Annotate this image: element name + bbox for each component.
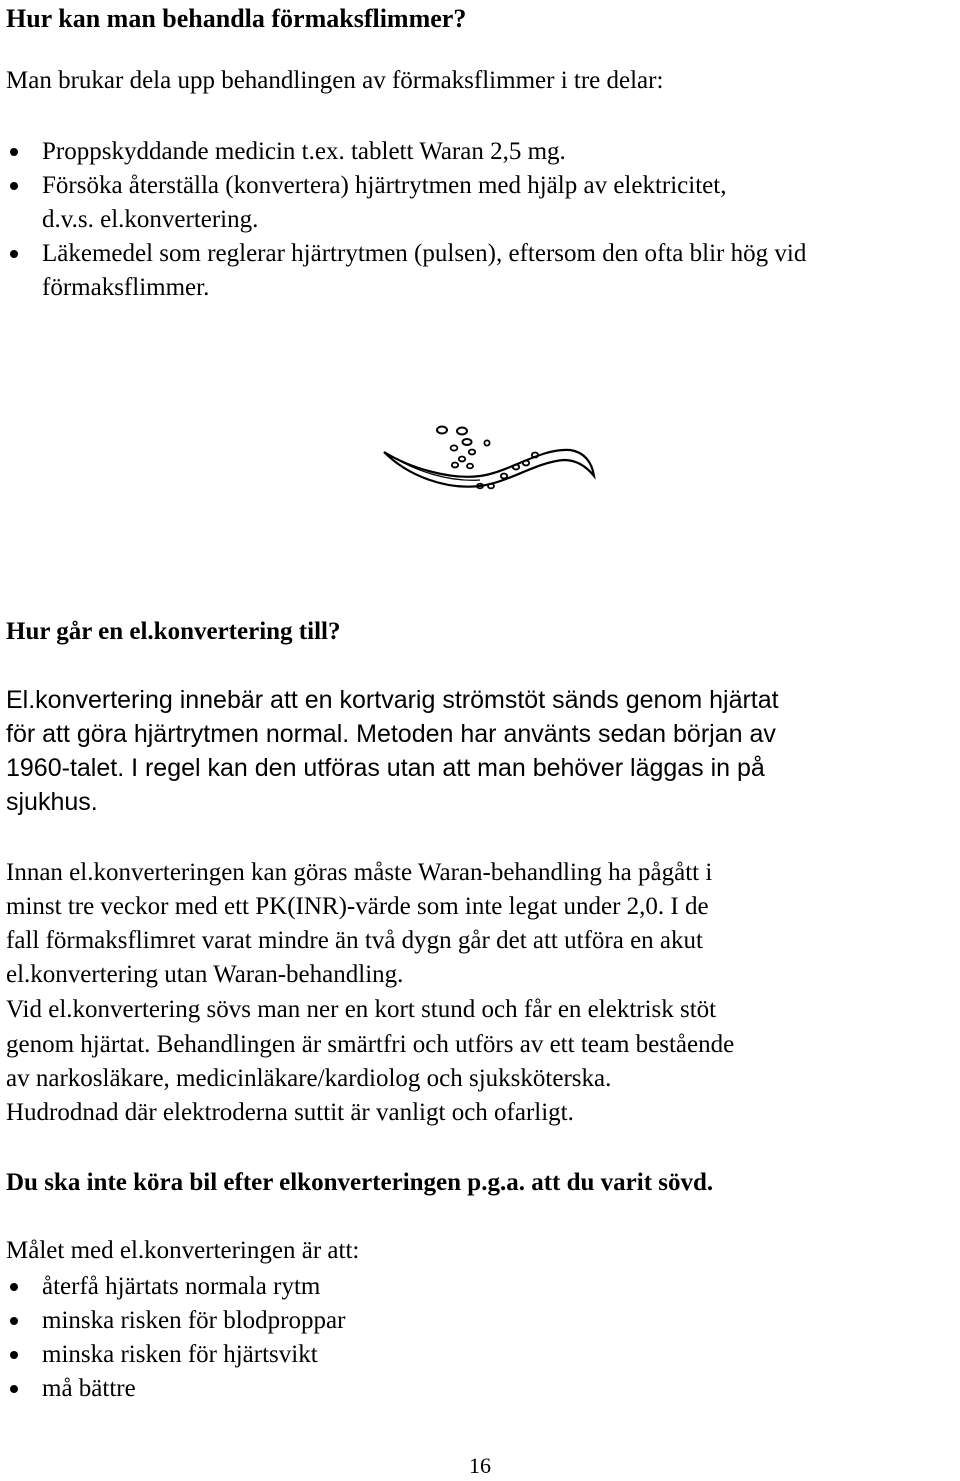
list-item-continuation: förmaksflimmer.: [42, 274, 210, 301]
heart-muscle-cells-icon: [380, 418, 598, 498]
paragraph-line: för att göra hjärtrytmen normal. Metoden har använts sedan början av: [6, 720, 776, 748]
list-item: Försöka återställa (konvertera) hjärtrytmen med hjälp av elektricitet,: [0, 169, 806, 203]
treatment-list: [0, 135, 806, 305]
body-line: Innan el.konverteringen kan göras måste Waran-behandling ha pågått i: [6, 859, 713, 886]
bullet-icon: [10, 1317, 18, 1325]
body-line: genom hjärtat. Behandlingen är smärtfri och utförs av ett team bestående: [6, 1031, 735, 1058]
body-line: el.konvertering utan Waran-behandling.: [6, 961, 404, 988]
list-item: Läkemedel som reglerar hjärtrytmen (pulsen), eftersom den ofta blir hög vid: [0, 237, 806, 271]
treatment-intro: Man brukar dela upp behandlingen av förmaksflimmer i tre delar:: [6, 67, 664, 94]
bullet-icon: [10, 250, 18, 258]
bullet-icon: [10, 182, 18, 190]
body-line: av narkosläkare, medicinläkare/kardiolog och sjuksköterska.: [6, 1065, 612, 1092]
bullet-icon: [10, 1283, 18, 1291]
page-number: 16: [469, 1453, 491, 1478]
paragraph-line: El.konvertering innebär att en kortvarig strömstöt sänds genom hjärtat: [6, 686, 779, 714]
list-item: återfå hjärtats normala rytm: [0, 1270, 345, 1304]
paragraph-line: 1960-talet. I regel kan den utföras utan att man behöver läggas in på: [6, 754, 765, 782]
list-item: Proppskyddande medicin t.ex. tablett Waran 2,5 mg.: [0, 135, 806, 169]
section-heading-treatment: Hur kan man behandla förmaksflimmer?: [6, 4, 467, 33]
body-line: Hudrodnad där elektroderna suttit är vanligt och ofarligt.: [6, 1099, 574, 1126]
driving-warning: Du ska inte köra bil efter elkonverteringen p.g.a. att du varit sövd.: [6, 1169, 714, 1196]
bullet-icon: [10, 148, 18, 156]
bullet-icon: [10, 1385, 18, 1393]
body-line: fall förmaksflimret varat mindre än två dygn går det att utföra en akut: [6, 927, 703, 954]
list-item: minska risken för hjärtsvikt: [0, 1338, 345, 1372]
list-item: minska risken för blodproppar: [0, 1304, 345, 1338]
goal-intro: Målet med el.konverteringen är att:: [6, 1237, 360, 1264]
list-item-continuation: d.v.s. el.konvertering.: [42, 206, 259, 233]
paragraph-line: sjukhus.: [6, 788, 98, 816]
section-heading-el-conversion: Hur går en el.konvertering till?: [6, 618, 341, 645]
goal-list: [0, 1270, 345, 1406]
body-line: minst tre veckor med ett PK(INR)-värde som inte legat under 2,0. I de: [6, 893, 709, 920]
body-line: Vid el.konvertering sövs man ner en kort stund och får en elektrisk stöt: [6, 996, 717, 1023]
list-item: må bättre: [0, 1372, 345, 1406]
bullet-icon: [10, 1351, 18, 1359]
